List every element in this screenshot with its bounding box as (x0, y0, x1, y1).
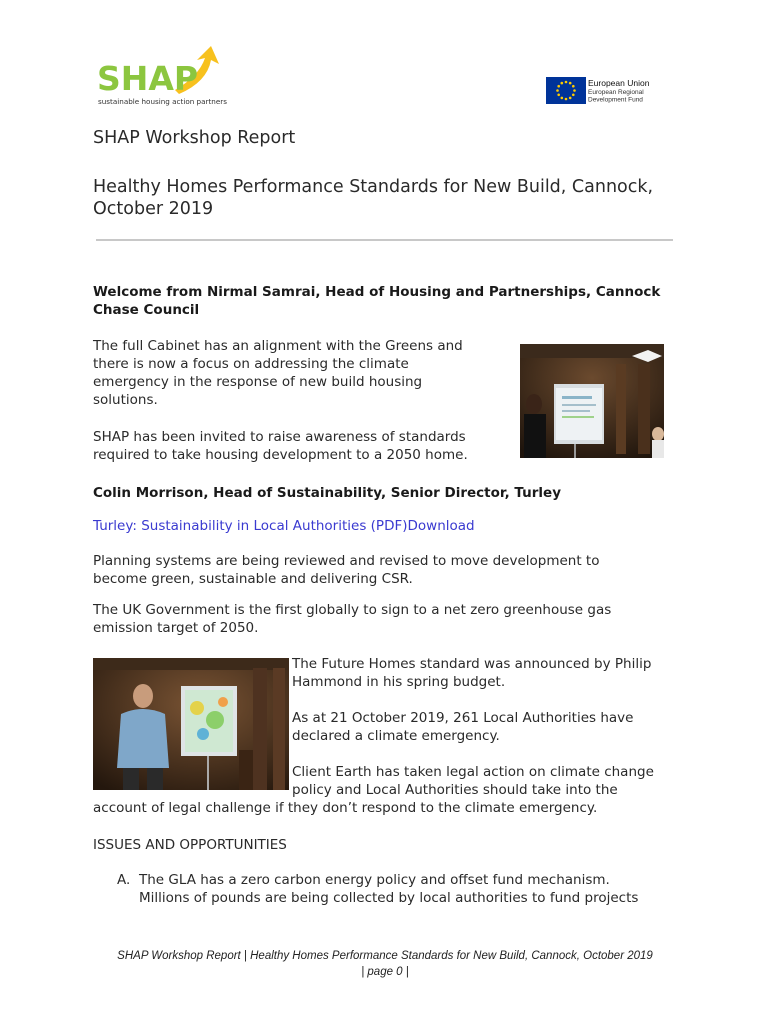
text-line: SHAP has been invited to raise awareness of standards (93, 429, 466, 445)
eu-line-2: European Regional (588, 89, 644, 96)
turley-pdf-download-link[interactable]: Turley: Sustainability in Local Authorities (PDF)Download (93, 518, 475, 534)
section1-paragraph-2 (93, 428, 503, 464)
text-line: The full Cabinet has an alignment with the Greens and (93, 338, 463, 354)
text-line: Planning systems are being reviewed and revised to move development to (93, 553, 600, 569)
eu-flag-icon (546, 77, 666, 105)
section1-heading-line-2: Chase Council (93, 302, 200, 318)
section1-heading-line-1: Welcome from Nirmal Samrai, Head of Housing and Partnerships, Cannock (93, 284, 661, 300)
photo-image (520, 344, 664, 458)
section2-paragraph-2 (93, 601, 693, 637)
text-line: Hammond in his spring budget. (292, 674, 506, 690)
list-marker: A. (117, 872, 131, 888)
workshop-photo-presenter (93, 658, 289, 790)
text-line: required to take housing development to a 2050 home. (93, 447, 468, 463)
section2-paragraph-4 (292, 709, 692, 745)
shap-logo-graphic (97, 46, 227, 108)
shap-logo (97, 46, 227, 108)
text-line: solutions. (93, 392, 158, 408)
section2-paragraph-1 (93, 552, 693, 588)
list-item (139, 871, 699, 907)
title-line-1: Healthy Homes Performance Standards for New Build, Cannock, (93, 177, 654, 197)
footer-page-number: | page 0 | (361, 966, 409, 978)
text-line: emission target of 2050. (93, 620, 259, 636)
text-line: declared a climate emergency. (292, 728, 500, 744)
section2-paragraph-5-continuation: account of legal challenge if they don’t respond to the climate emergency. (93, 800, 598, 816)
section1-paragraph-1 (93, 337, 503, 409)
eu-logo (546, 77, 666, 105)
text-line: The UK Government is the first globally to sign to a net zero greenhouse gas (93, 602, 612, 618)
section2-heading: Colin Morrison, Head of Sustainability, Senior Director, Turley (93, 485, 561, 501)
title-line-2: October 2019 (93, 199, 214, 219)
shap-logo-tagline: sustainable housing action partnership (98, 97, 227, 106)
page-footer (60, 948, 710, 980)
text-line: The Future Homes standard was announced by Philip (292, 656, 652, 672)
photo-image (93, 658, 289, 790)
section2-paragraph-3 (292, 655, 692, 691)
issues-heading: ISSUES AND OPPORTUNITIES (93, 837, 287, 853)
section2-paragraph-5 (292, 763, 692, 799)
footer-line-1: SHAP Workshop Report | Healthy Homes Performance Standards for New Build, Cannock, October 2019 (117, 950, 653, 962)
report-label: SHAP Workshop Report (93, 128, 296, 148)
title-divider (96, 239, 673, 241)
text-line: there is now a focus on addressing the climate (93, 356, 409, 372)
text-line: The GLA has a zero carbon energy policy and offset fund mechanism. (139, 872, 610, 888)
eu-line-3: Development Fund (588, 96, 643, 104)
text-line: As at 21 October 2019, 261 Local Authorities have (292, 710, 634, 726)
text-line: become green, sustainable and delivering CSR. (93, 571, 413, 587)
text-line: Millions of pounds are being collected by local authorities to fund projects (139, 890, 639, 906)
eu-line-1: European Union (588, 78, 650, 88)
text-line: Client Earth has taken legal action on climate change (292, 764, 654, 780)
workshop-photo-speaker (520, 344, 664, 458)
text-line: emergency in the response of new build housing (93, 374, 423, 390)
text-line: policy and Local Authorities should take into the (292, 782, 618, 798)
shap-logo-letters: SHAP (97, 59, 199, 98)
